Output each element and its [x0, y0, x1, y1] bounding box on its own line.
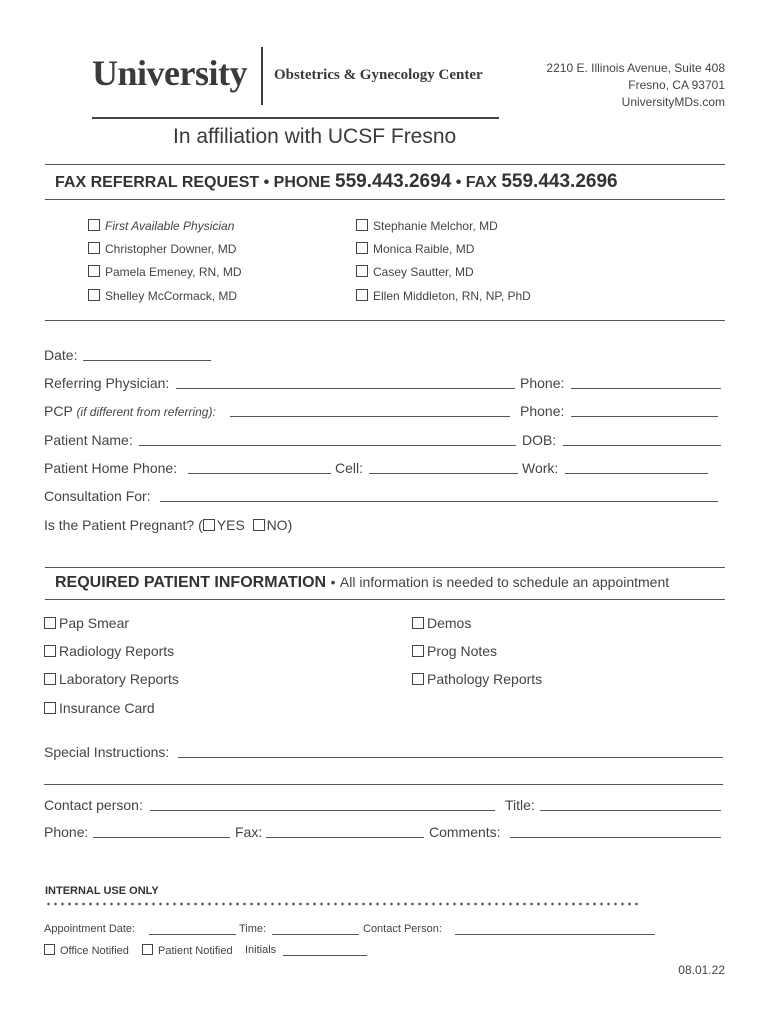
checkbox[interactable]	[412, 673, 424, 685]
physician-option[interactable]	[88, 289, 237, 303]
pcp-phone-field[interactable]	[571, 416, 718, 417]
address-block	[546, 60, 725, 111]
section-rule	[45, 320, 725, 321]
date-field[interactable]	[83, 360, 211, 361]
referring-phone-label: Phone:	[520, 375, 565, 391]
required-info-note: All information is needed to schedule an appointment	[339, 574, 670, 590]
time-field[interactable]	[272, 934, 359, 935]
option-label: Pathology Reports	[427, 671, 543, 687]
physician-option[interactable]	[356, 289, 531, 303]
no-checkbox[interactable]	[253, 519, 265, 531]
cell-field[interactable]	[369, 473, 518, 474]
internal-contact-person-label: Contact Person:	[363, 923, 442, 935]
date-label: Date:	[44, 347, 78, 363]
initials-field[interactable]	[283, 955, 367, 956]
referring-phone-field[interactable]	[571, 388, 721, 389]
patient-name-field[interactable]	[139, 445, 516, 446]
required-option[interactable]	[412, 643, 497, 659]
address-street: 2210 E. Illinois Avenue, Suite 408	[546, 61, 725, 75]
consultation-for-label: Consultation For:	[44, 488, 151, 504]
special-instructions-label: Special Instructions:	[44, 744, 170, 760]
patient-notified-option[interactable]	[142, 944, 233, 957]
checkbox[interactable]	[356, 289, 368, 301]
logo-divider	[261, 47, 263, 105]
internal-contact-person-field[interactable]	[455, 934, 655, 935]
fax-referral-header	[55, 171, 618, 193]
required-option[interactable]	[412, 671, 542, 687]
title-field[interactable]	[540, 810, 721, 811]
required-top-rule	[45, 567, 725, 568]
option-label: Demos	[427, 615, 472, 631]
pcp-text: PCP	[44, 403, 73, 419]
physician-option[interactable]	[356, 265, 474, 279]
consultation-for-field[interactable]	[160, 501, 718, 502]
checkbox[interactable]	[44, 673, 56, 685]
address-city: Fresno, CA 93701	[628, 78, 725, 92]
contact-person-label: Contact person:	[44, 797, 143, 813]
work-label: Work:	[522, 460, 559, 476]
fax-bar-top-rule	[45, 164, 725, 165]
required-info-header	[55, 574, 669, 592]
physician-label: Christopher Downer, MD	[105, 242, 237, 256]
address-website: UniversityMDs.com	[621, 95, 725, 109]
contact-phone-field[interactable]	[93, 837, 230, 838]
physician-label: Stephanie Melchor, MD	[373, 219, 498, 233]
logo-center-name: Obstetrics & Gynecology Center	[274, 67, 483, 83]
pcp-label	[44, 403, 216, 419]
physician-label: First Available Physician	[105, 219, 235, 233]
contact-person-field[interactable]	[150, 810, 495, 811]
checkbox[interactable]	[44, 645, 56, 657]
patient-home-phone-label: Patient Home Phone:	[44, 460, 178, 476]
special-instructions-field[interactable]	[178, 757, 723, 758]
yes-label: YES	[216, 517, 245, 533]
internal-use-title: INTERNAL USE ONLY	[45, 885, 159, 897]
pregnant-question	[44, 517, 292, 533]
phone-label: PHONE	[273, 174, 331, 191]
checkbox[interactable]	[412, 645, 424, 657]
fax-label: FAX	[465, 174, 497, 191]
checkbox[interactable]	[412, 617, 424, 629]
physician-label: Pamela Emeney, RN, MD	[105, 265, 242, 279]
office-notified-label: Office Notified	[60, 945, 129, 957]
option-label: Laboratory Reports	[59, 671, 179, 687]
physician-label: Shelley McCormack, MD	[105, 289, 238, 303]
checkbox[interactable]	[356, 219, 368, 231]
fax-referral-title: FAX REFERRAL REQUEST •	[55, 174, 270, 191]
title-label: Title:	[505, 797, 535, 813]
no-label: NO)	[266, 517, 293, 533]
physician-label: Ellen Middleton, RN, NP, PhD	[373, 289, 531, 303]
dob-field[interactable]	[563, 445, 721, 446]
pcp-field[interactable]	[230, 416, 510, 417]
dob-label: DOB:	[522, 432, 557, 448]
office-notified-option[interactable]	[44, 944, 129, 957]
referring-physician-label: Referring Physician:	[44, 375, 170, 391]
referring-physician-field[interactable]	[176, 388, 515, 389]
fax-bar-separator: •	[455, 174, 462, 191]
patient-notified-label: Patient Notified	[158, 945, 233, 957]
checkbox[interactable]	[356, 242, 368, 254]
physician-option[interactable]	[88, 242, 236, 256]
checkbox[interactable]	[88, 219, 100, 231]
time-label: Time:	[239, 923, 267, 935]
option-label: Prog Notes	[427, 643, 498, 659]
option-label: Pap Smear	[59, 615, 130, 631]
yes-checkbox[interactable]	[203, 519, 215, 531]
comments-label: Comments:	[429, 824, 501, 840]
comments-field[interactable]	[510, 837, 721, 838]
required-info-bullet: •	[330, 574, 336, 590]
cell-label: Cell:	[335, 460, 364, 476]
checkbox[interactable]	[142, 944, 153, 955]
physician-label: Casey Sautter, MD	[373, 265, 474, 279]
physician-option[interactable]	[88, 219, 234, 233]
physician-option[interactable]	[356, 242, 474, 256]
required-option[interactable]	[44, 643, 174, 659]
checkbox[interactable]	[44, 617, 56, 629]
work-field[interactable]	[565, 473, 708, 474]
contact-fax-label: Fax:	[235, 824, 263, 840]
affiliation-text: In affiliation with UCSF Fresno	[173, 125, 457, 148]
logo-university: University	[92, 53, 247, 93]
fax-bar-bottom-rule	[45, 199, 725, 200]
checkbox[interactable]	[44, 944, 55, 955]
physician-option[interactable]	[88, 265, 241, 279]
required-option[interactable]	[44, 671, 179, 687]
physician-option[interactable]	[356, 219, 498, 233]
contact-phone-label: Phone:	[44, 824, 89, 840]
pcp-phone-label: Phone:	[520, 403, 565, 419]
pcp-note: (if different from referring):	[76, 405, 216, 419]
checkbox[interactable]	[44, 702, 56, 714]
required-option[interactable]	[412, 615, 471, 631]
checkbox[interactable]	[88, 265, 100, 277]
special-instructions-field-line2[interactable]	[44, 784, 723, 785]
patient-name-label: Patient Name:	[44, 432, 133, 448]
fax-number: 559.443.2696	[501, 171, 618, 192]
checkbox[interactable]	[88, 289, 100, 301]
required-info-title: REQUIRED PATIENT INFORMATION	[55, 574, 327, 591]
physician-label: Monica Raible, MD	[373, 242, 475, 256]
phone-number: 559.443.2694	[335, 171, 452, 192]
contact-fax-field[interactable]	[266, 837, 424, 838]
pregnant-question-text: Is the Patient Pregnant? (	[44, 517, 203, 533]
option-label: Radiology Reports	[59, 643, 175, 659]
initials-label: Initials	[245, 944, 277, 956]
checkbox[interactable]	[88, 242, 100, 254]
required-bottom-rule	[45, 599, 725, 600]
option-label: Insurance Card	[59, 700, 155, 716]
checkbox[interactable]	[356, 265, 368, 277]
form-version: 08.01.22	[678, 963, 725, 977]
appointment-date-label: Appointment Date:	[44, 923, 136, 935]
appointment-date-field[interactable]	[149, 934, 236, 935]
patient-home-phone-field[interactable]	[188, 473, 331, 474]
logo-underline	[92, 117, 499, 119]
required-option[interactable]	[44, 700, 155, 716]
dotted-divider	[45, 902, 641, 906]
required-option[interactable]	[44, 615, 129, 631]
